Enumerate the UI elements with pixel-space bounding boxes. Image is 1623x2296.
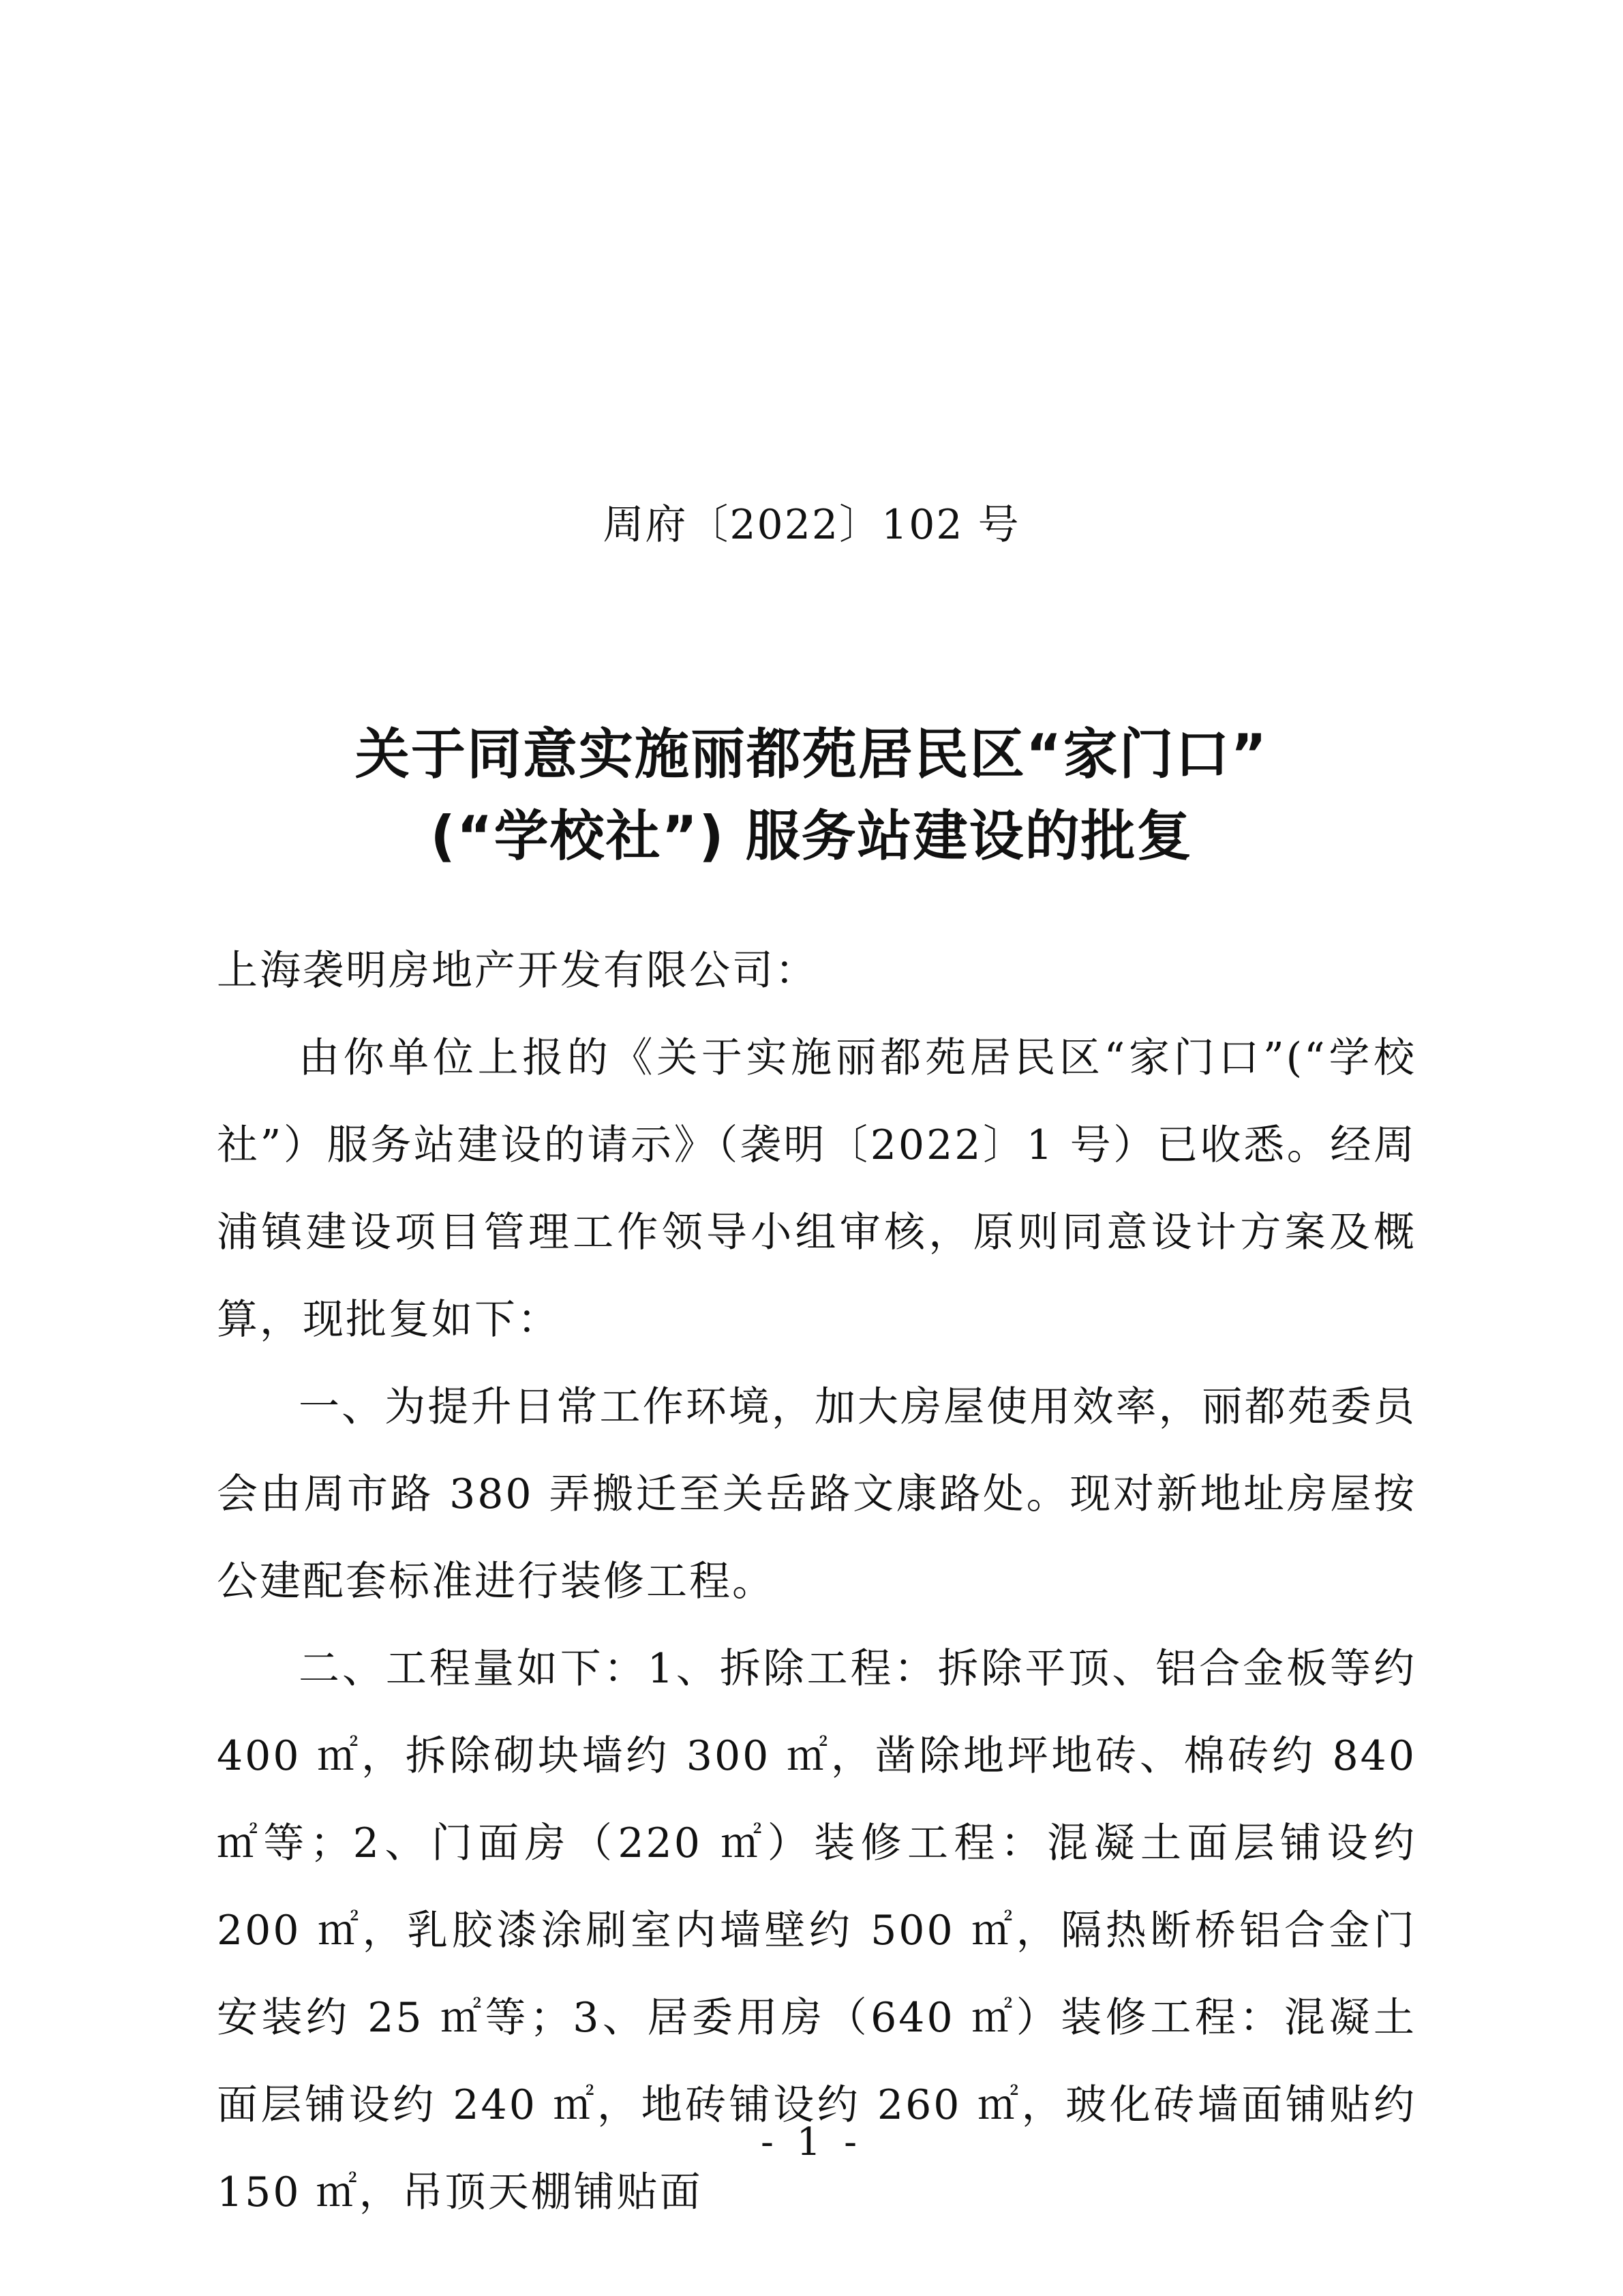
- document-number: 周府〔2022〕102 号: [603, 501, 1020, 549]
- page-number: - 1 -: [760, 2120, 863, 2164]
- paragraph-item-2: 二、工程量如下：1、拆除工程：拆除平顶、铝合金板等约 400 ㎡，拆除砌块墙约 300 ㎡，凿除地坪地砖、棉砖约 840 ㎡等；2、门面房（220 ㎡）装修工程：混凝土面层铺设约 200 ㎡，乳胶漆涂刷室内墙壁约 500 ㎡，隔热断桥铝合金门安装约 25 ㎡等；3、居委用房（640 ㎡）装修工程：混凝土面层铺设约 240 ㎡，地砖铺设约 260 ㎡，玻化砖墙面铺贴约 150 ㎡，吊顶天棚铺贴面: [217, 1645, 1416, 2216]
- addressee: 上海袭明房地产开发有限公司：: [217, 947, 818, 995]
- paragraph-intro: 由你单位上报的《关于实施丽都苑居民区“家门口”(“学校社”）服务站建设的请示》（袭明〔2022〕1 号）已收悉。经周浦镇建设项目管理工作领导小组审核，原则同意设计方案及概算，现批复如下：: [217, 1034, 1416, 1344]
- document-title-line-2: (“学校社”) 服务站建设的批复: [430, 804, 1193, 868]
- document-title-line-1: 关于同意实施丽都苑居民区“家门口”: [354, 723, 1269, 786]
- paragraph-item-1: 一、为提升日常工作环境，加大房屋使用效率，丽都苑委员会由周市路 380 弄搬迁至关岳路文康路处。现对新地址房屋按公建配套标准进行装修工程。: [217, 1383, 1416, 1605]
- document-body: [217, 927, 1416, 2236]
